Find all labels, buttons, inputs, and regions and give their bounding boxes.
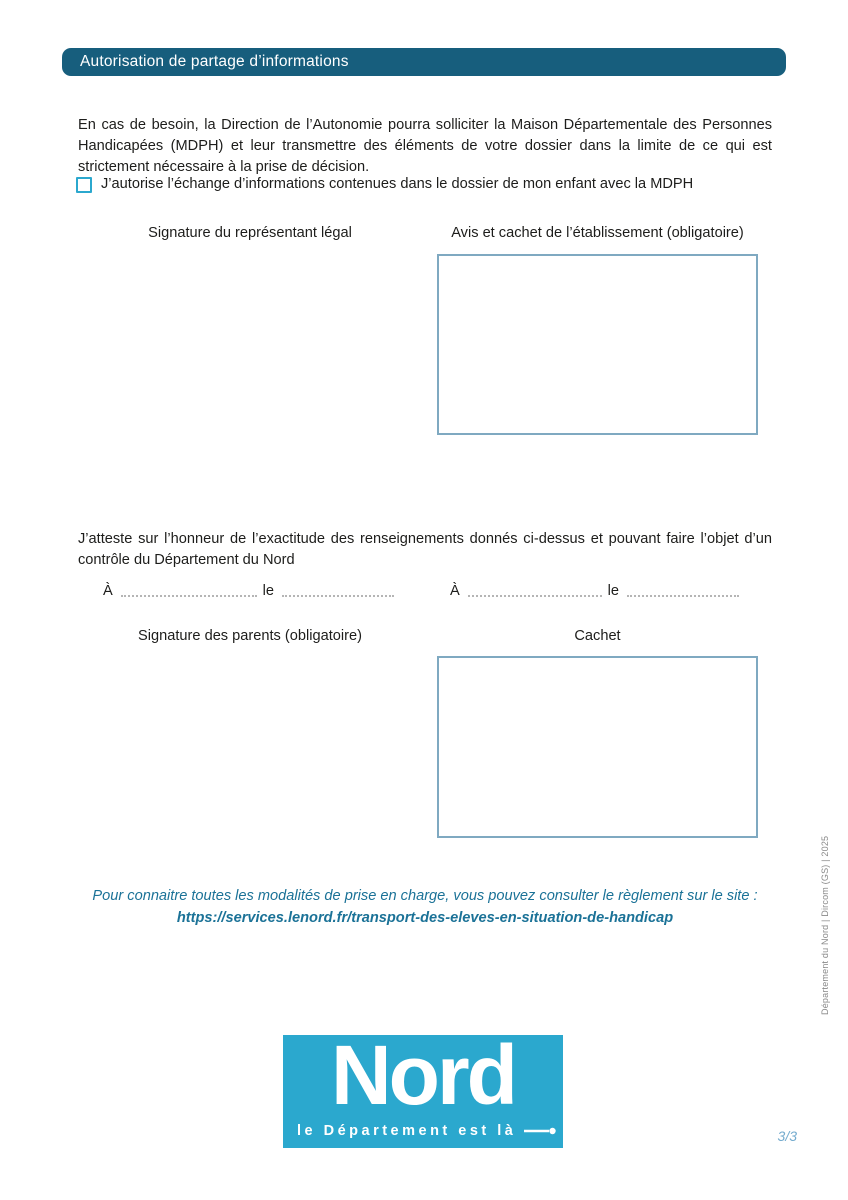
date-line-right: [450, 583, 745, 599]
arrow-right-icon: [524, 1126, 556, 1136]
attestation-paragraph: J’atteste sur l’honneur de l’exactitude des renseignements donnés ci-dessus et pouvant faire l’objet d’un contrôle du Département du Nord: [78, 530, 772, 568]
cachet-label: Cachet: [574, 628, 621, 644]
page-number: 3/3: [777, 1128, 797, 1144]
city-label: À: [450, 583, 460, 599]
date-label: le: [607, 583, 619, 599]
legal-representative-signature-label: Signature du représentant légal: [148, 225, 352, 241]
consent-checkbox[interactable]: [76, 177, 92, 193]
date-label: le: [262, 583, 274, 599]
nord-tagline-text: le Département est là: [297, 1123, 517, 1139]
establishment-stamp-label: Avis et cachet de l’établissement (obligatoire): [451, 225, 744, 241]
publication-credit: Département du Nord | Dircom (GS) | 2025: [820, 835, 830, 1015]
cachet-stamp-box: [437, 656, 758, 838]
date-dotted-line: [282, 583, 394, 597]
footer-note-text: Pour connaitre toutes les modalités de prise en charge, vous pouvez consulter le règlement sur le site :: [92, 888, 758, 904]
section-title: Autorisation de partage d’informations: [80, 53, 349, 70]
city-label: À: [103, 583, 113, 599]
consent-label: J’autorise l’échange d’informations contenues dans le dossier de mon enfant avec la MDPH: [101, 176, 694, 192]
intro-paragraph: En cas de besoin, la Direction de l’Autonomie pourra solliciter la Maison Départementale des Personnes Handicapées (MDPH) et leur transmettre des éléments de votre dossier dans la limite de ce qui est strictement nécessaire à la prise de décision.: [78, 116, 772, 175]
date-line-left: [103, 583, 400, 599]
city-dotted-line: [468, 583, 602, 597]
nord-wordmark: Nord: [331, 1035, 515, 1122]
nord-tagline: [297, 1123, 556, 1139]
date-dotted-line: [627, 583, 739, 597]
footer-note: [78, 886, 772, 929]
parents-signature-label: Signature des parents (obligatoire): [138, 628, 362, 644]
establishment-stamp-box: [437, 254, 758, 435]
regulation-link[interactable]: https://services.lenord.fr/transport-des-eleves-en-situation-de-handicap: [176, 910, 674, 926]
section-header-bar: [62, 48, 786, 76]
consent-row: [76, 175, 776, 194]
city-dotted-line: [121, 583, 257, 597]
nord-logo: [283, 1035, 563, 1148]
